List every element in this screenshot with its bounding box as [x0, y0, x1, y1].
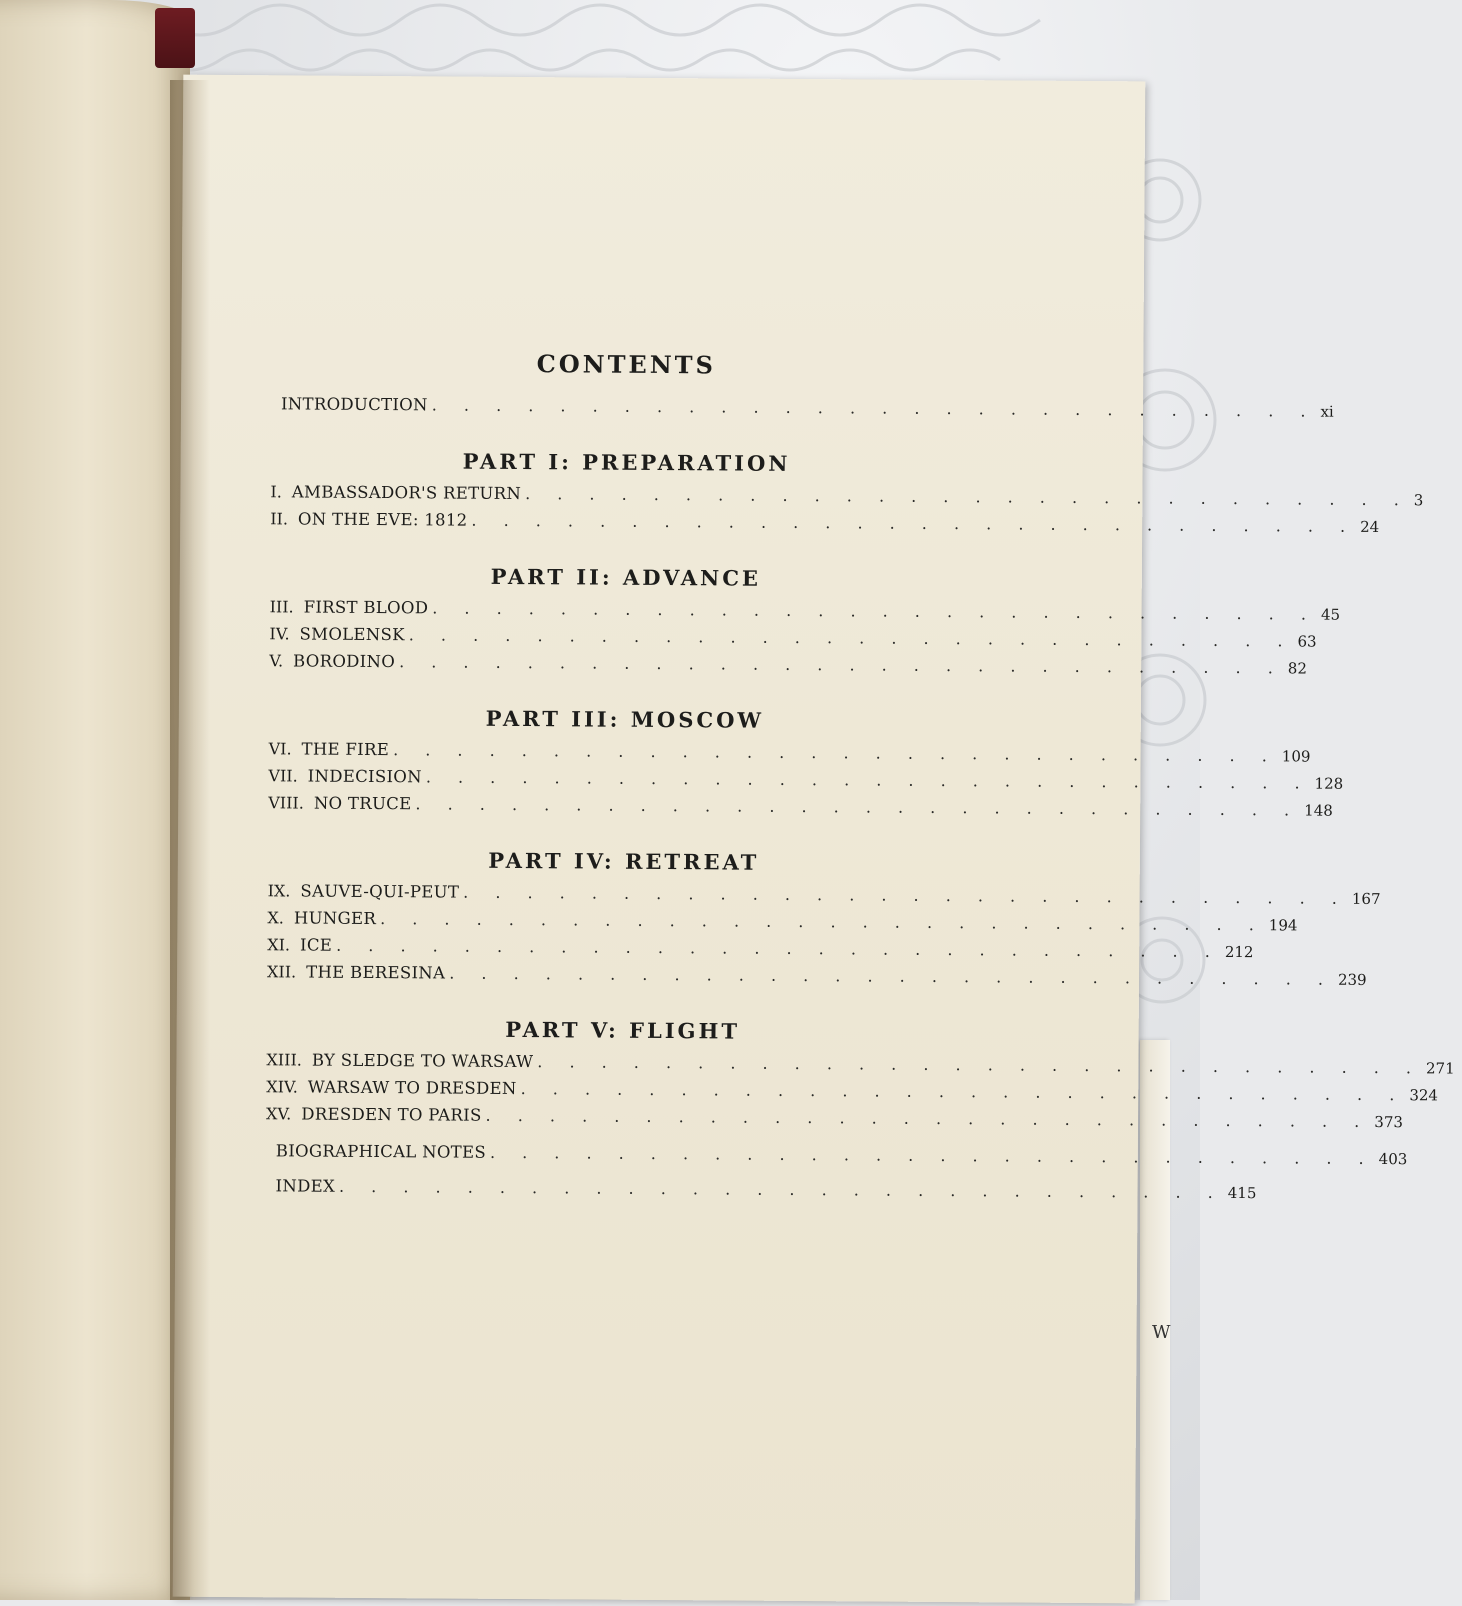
toc-entry [268, 793, 958, 825]
dot-leader: . . . . . . . . . . . . . . . . . . . . . . . . . . . . [336, 936, 1221, 961]
book-spine [155, 8, 195, 68]
dot-leader: . . . . . . . . . . . . . . . . . . . . . . . . . . . . [393, 740, 1278, 765]
chapter-number: XIII. [266, 1050, 312, 1069]
page-number: 239 [1338, 971, 1367, 989]
chapter-title: NO TRUCE [314, 794, 412, 814]
page-number: 167 [1352, 890, 1381, 908]
page-number: 194 [1269, 916, 1298, 934]
chapter-number: IV. [269, 624, 299, 643]
page-number: 373 [1374, 1113, 1403, 1131]
page-number: 128 [1315, 775, 1344, 793]
chapter-title: AMBASSADOR'S RETURN [292, 482, 521, 503]
part-heading: PART III: MOSCOW [269, 704, 959, 734]
chapter-title: DRESDEN TO PARIS [301, 1105, 481, 1125]
chapter-number: VI. [269, 739, 302, 758]
toc-entry-index [265, 1176, 955, 1208]
dot-leader: . . . . . . . . . . . . . . . . . . . . . . . . . . . . [399, 652, 1284, 677]
entry-title: INTRODUCTION [281, 394, 428, 414]
chapter-title: BY SLEDGE TO WARSAW [312, 1051, 534, 1072]
entry-title: INDEX [276, 1176, 336, 1195]
chapter-number: I. [270, 482, 292, 501]
chapter-number: XI. [267, 935, 300, 954]
part-heading: PART I: PREPARATION [271, 447, 961, 477]
edge-letter: W [1152, 1322, 1171, 1343]
page-number: 324 [1409, 1086, 1438, 1104]
chapter-title: ICE [300, 935, 332, 954]
page-number: 82 [1288, 659, 1307, 677]
page-number: xi [1320, 403, 1333, 421]
chapter-number: X. [267, 908, 294, 927]
page-title: CONTENTS [271, 347, 961, 381]
chapter-title: SAUVE-QUI-PEUT [300, 881, 459, 901]
chapter-title: ON THE EVE: 1812 [298, 509, 468, 529]
chapter-title: FIRST BLOOD [304, 598, 429, 618]
dot-leader: . . . . . . . . . . . . . . . . . . . . . . . . . . . . [525, 484, 1410, 509]
chapter-number: IX. [268, 881, 301, 900]
page-number: 148 [1304, 802, 1333, 820]
dot-leader: . . . . . . . . . . . . . . . . . . . . . . . . . . . . [490, 1143, 1375, 1168]
chapter-number: III. [270, 597, 304, 616]
table-of-contents [265, 347, 961, 1208]
page-gutter-shadow [170, 80, 210, 1600]
page-number: 109 [1282, 747, 1311, 765]
dot-leader: . . . . . . . . . . . . . . . . . . . . . . . . . . . . [521, 1079, 1406, 1104]
chapter-title: SMOLENSK [300, 624, 405, 644]
page-number: 45 [1321, 606, 1340, 624]
dot-leader: . . . . . . . . . . . . . . . . . . . . . . . . . . . . [426, 767, 1311, 792]
toc-entry [266, 1104, 956, 1136]
dot-leader: . . . . . . . . . . . . . . . . . . . . . . . . . . . . [537, 1052, 1422, 1077]
chapter-title: HUNGER [294, 908, 376, 928]
page-number: 403 [1379, 1150, 1408, 1168]
page-number: 212 [1225, 943, 1254, 961]
chapter-title: THE FIRE [302, 740, 390, 760]
chapter-number: XII. [267, 962, 306, 981]
dot-leader: . . . . . . . . . . . . . . . . . . . . . . . . . . . . [415, 794, 1300, 819]
part-heading: PART II: ADVANCE [270, 562, 960, 592]
part-heading: PART V: FLIGHT [267, 1015, 957, 1045]
page-number: 3 [1414, 491, 1424, 509]
chapter-title: THE BERESINA [306, 963, 445, 983]
dot-leader: . . . . . . . . . . . . . . . . . . . . . . . . . . . . [339, 1177, 1224, 1202]
toc-entry [267, 962, 957, 994]
chapter-title: WARSAW TO DRESDEN [308, 1078, 517, 1098]
contents-page [173, 75, 1146, 1604]
dot-leader: . . . . . . . . . . . . . . . . . . . . . . . . . . . . [486, 1106, 1371, 1131]
toc-entry-introduction [271, 394, 961, 426]
chapter-number: VII. [268, 766, 307, 785]
chapter-number: VIII. [268, 793, 314, 812]
page-number: 271 [1426, 1059, 1455, 1077]
dot-leader: . . . . . . . . . . . . . . . . . . . . . . . . . . . . [380, 909, 1265, 934]
dot-leader: . . . . . . . . . . . . . . . . . . . . . . . . . . . . [409, 625, 1294, 650]
chapter-title: BORODINO [293, 651, 395, 671]
toc-entry [270, 509, 960, 541]
dot-leader: . . . . . . . . . . . . . . . . . . . . . . . . . . . . [463, 883, 1348, 908]
toc-entry [269, 651, 959, 683]
page-number: 415 [1228, 1184, 1257, 1202]
dot-leader: . . . . . . . . . . . . . . . . . . . . . . . . . . . . [449, 964, 1334, 989]
chapter-number: II. [270, 509, 298, 528]
chapter-number: XV. [266, 1104, 301, 1123]
dot-leader: . . . . . . . . . . . . . . . . . . . . . . . . . . . . [432, 395, 1317, 420]
page-number: 24 [1360, 518, 1379, 536]
page-number: 63 [1297, 632, 1316, 650]
dot-leader: . . . . . . . . . . . . . . . . . . . . . . . . . . . . [471, 511, 1356, 536]
chapter-title: INDECISION [308, 767, 422, 787]
left-page [0, 0, 190, 1600]
chapter-number: XIV. [266, 1077, 308, 1096]
dot-leader: . . . . . . . . . . . . . . . . . . . . . . . . . . . . [432, 598, 1317, 623]
toc-entry-biographical-notes [266, 1141, 956, 1173]
entry-title: BIOGRAPHICAL NOTES [276, 1141, 486, 1161]
chapter-number: V. [269, 651, 293, 670]
part-heading: PART IV: RETREAT [268, 846, 958, 876]
